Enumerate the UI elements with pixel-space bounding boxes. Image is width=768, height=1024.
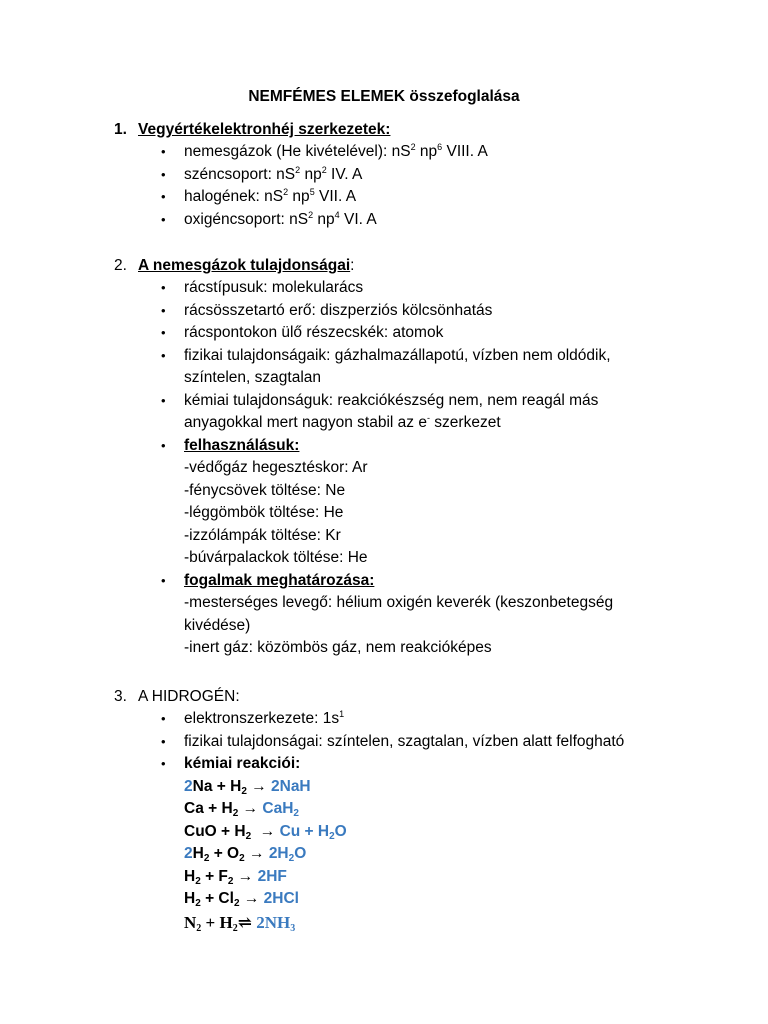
bullet-icon: • [161,189,166,204]
list-item-concepts [114,570,674,660]
item-text: VI. A [339,210,377,228]
item-text: VII. A [314,188,357,205]
section-heading [114,685,674,708]
equation-h2-o2: $2H_2 + O_2 \to 2H_2O$ [184,845,307,864]
item-text: anyagokkal mert nagyon stabil az e [184,414,427,431]
bullet-icon: • [161,711,166,726]
bullet-icon: • [161,325,166,340]
item-text-continued: színtelen, szagtalan [184,369,322,386]
usage-line: -izzólámpák töltése: Kr [184,526,341,544]
item-text: fizikai tulajdonságai: színtelen, szagtalan, vízben alatt felfogható [184,732,625,750]
list-item [114,345,674,390]
superscript: 2 [308,209,314,220]
list-item [114,164,674,187]
item-text: nemesgázok (He kivételével): nS [184,143,411,160]
superscript: 1 [339,709,345,719]
bullet-icon: • [161,166,166,182]
bullet-icon: • [161,392,166,408]
list-item [114,322,674,345]
item-text: rácstípusuk: molekularács [184,279,364,296]
section-number: 1. [114,121,127,138]
usage-line: -fénycsövek töltése: Ne [184,481,346,499]
superscript: 2 [410,142,416,152]
section-heading [114,254,674,277]
superscript: 2 [295,164,301,175]
section-noble-gases [114,254,674,660]
bullet-icon: • [161,437,166,453]
item-text: VIII. A [442,143,488,160]
list-item-reactions [114,753,674,935]
section-title: Vegyértékelektronhéj szerkezetek: [138,121,391,138]
superscript: 5 [309,187,315,197]
usage-line: -búvárpalackok töltése: He [184,549,368,566]
equation-cuo-h2: CuO + $H_2 \to Cu + H_2O$ [184,822,347,842]
concept-line: -inert gáz: közömbös gáz, nem reakcióképes [184,639,492,656]
item-text: kémiai tulajdonságuk: reakciókészség nem, nem reagál más [184,391,599,409]
section-number: 3. [114,688,127,705]
section-heading [114,118,674,141]
section-hydrogen [114,685,674,935]
equation-ca-h2: $Ca + H_2 \to CaH_2$ [184,800,299,819]
usage-heading: felhasználásuk: [184,436,300,454]
superscript: - [426,413,430,423]
section-number: 2. [114,257,127,274]
equation-na-h2: $2Na + H_2 \to 2NaH$ [184,777,311,797]
item-text-continued [184,412,674,435]
superscript: 6 [437,142,443,152]
arrow-icon: → [243,890,260,907]
reactions-heading: kémiai reakciói: [184,755,301,772]
bullet-icon: • [161,347,166,363]
equilibrium-arrow-icon: ⇌ [237,912,252,932]
item-text: IV. A [326,165,363,183]
usage-line: -léggömbök töltése: He [184,504,344,521]
list-item [114,390,674,435]
section-title: A nemesgázok tulajdonságai [138,257,351,274]
item-text: np [300,165,322,183]
item-text: rácspontokon ülő részecskék: atomok [184,324,444,341]
item-text: rácsösszetartó erő: diszperziós kölcsönhatás [184,301,493,319]
section-title: A HIDROGÉN: [138,688,240,705]
arrow-icon: → [251,777,267,795]
item-text: np [313,210,335,228]
arrow-icon: → [237,867,254,885]
bullet-list [114,277,674,660]
section-valence-shells [114,118,674,231]
equation-h2-f2: $H_2 + F_2 \to 2HF$ [184,867,287,887]
list-item-usage [114,435,674,570]
list-item [114,731,674,754]
heading-colon: : [350,257,355,274]
bullet-icon: • [161,302,166,318]
bullet-list [114,141,674,231]
bullet-icon: • [161,733,166,749]
equation-n2-h2: $N_2$ + $H_2\rightleftharpoons$ $2NH_3$ [184,912,296,934]
arrow-icon: → [242,800,259,817]
superscript: 2 [283,187,289,197]
bullet-icon: • [161,280,166,295]
item-text: fizikai tulajdonságaik: gázhalmazállapotú, vízben nem oldódik, [184,346,611,364]
bullet-icon: • [161,572,166,588]
arrow-icon: → [259,822,276,840]
item-text: szerkezet [429,414,501,431]
usage-line: -védőgáz hegesztéskor: Ar [184,459,368,476]
concept-line: -mesterséges levegő: hélium oxigén keverék (keszonbetegség [184,594,614,611]
bullet-list [114,708,674,935]
bullet-icon: • [161,211,166,227]
list-item [114,300,674,323]
item-text: halogének: nS [184,188,284,205]
item-text: np [288,188,310,205]
concept-line: kivédése) [184,616,251,634]
list-item [114,209,674,232]
bullet-icon: • [161,756,166,771]
page-title: NEMFÉMES ELEMEK összefoglalása [248,88,520,105]
item-text: oxigéncsoport: nS [184,210,309,228]
list-item [114,186,674,209]
concepts-heading: fogalmak meghatározása: [184,571,375,589]
superscript: 4 [334,209,340,220]
superscript: 2 [321,164,327,175]
item-text: np [415,143,438,160]
list-item [114,708,674,731]
list-item [114,141,674,164]
arrow-icon: → [249,845,265,862]
item-text: széncsoport: nS [184,165,296,183]
list-item [114,277,674,300]
bullet-icon: • [161,144,166,159]
item-text: elektronszerkezete: 1s [184,710,340,727]
equation-h2-cl2: $H_2 + Cl_2 \to 2HCl$ [184,890,299,909]
